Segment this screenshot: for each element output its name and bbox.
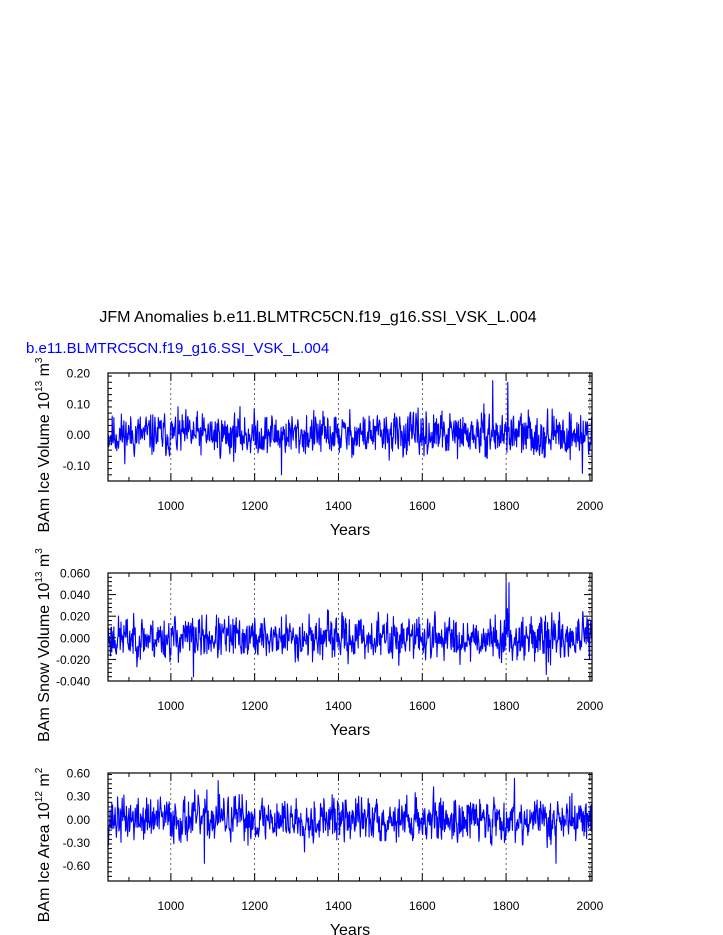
y-axis-label-superscript: 12 (34, 791, 45, 803)
y-tick-label: 0.00 (66, 812, 90, 827)
y-tick-label: -0.10 (62, 459, 90, 474)
x-tick-label: 1800 (492, 499, 520, 513)
y-tick-label: 0.20 (66, 366, 90, 381)
y-axis-label-part: m (36, 363, 53, 381)
x-tick-label: 1800 (492, 699, 520, 713)
x-tick-label: 1400 (325, 499, 352, 513)
x-tick-label: 1200 (241, 899, 269, 913)
y-axis-label-superscript: 2 (34, 767, 45, 774)
y-tick-label: -0.020 (55, 652, 90, 667)
y-tick-label: -0.30 (62, 835, 90, 850)
figure-title: JFM Anomalies b.e11.BLMTRC5CN.f19_g16.SSI_VSK_L.004 (99, 309, 537, 326)
y-tick-label: 0.00 (66, 428, 90, 443)
y-axis-label-superscript: 13 (34, 380, 45, 392)
x-tick-label: 1000 (157, 499, 185, 513)
series-line (108, 381, 592, 475)
y-tick-label: -0.60 (62, 859, 90, 874)
y-tick-label: 0.000 (59, 631, 90, 646)
y-axis-label-part: BAm Ice Volume 10 (36, 391, 53, 533)
x-tick-label: 1000 (157, 899, 185, 913)
x-tick-label: 2000 (576, 499, 604, 513)
x-axis-label: Years (329, 522, 371, 539)
x-tick-label: 1200 (241, 499, 269, 513)
y-tick-label: 0.30 (66, 789, 90, 804)
y-tick-label: 0.060 (59, 566, 90, 581)
x-tick-label: 2000 (576, 699, 604, 713)
x-tick-label: 1600 (408, 899, 436, 913)
y-tick-label: -0.040 (55, 674, 90, 689)
y-axis-label-part: m (36, 773, 53, 792)
y-axis-label-part: m (36, 553, 53, 572)
x-tick-label: 1600 (408, 699, 436, 713)
x-tick-label: 2000 (576, 899, 604, 913)
x-tick-label: 1200 (241, 699, 269, 713)
chart-panel-1 (34, 357, 604, 539)
y-tick-label: 0.60 (66, 766, 90, 781)
series-line (108, 582, 592, 677)
y-tick-label: 0.020 (59, 609, 90, 624)
chart-panel-3 (34, 767, 604, 935)
y-axis-label-superscript: 3 (34, 548, 45, 554)
y-axis-label-part: BAm Snow Volume 10 (36, 582, 53, 742)
x-tick-label: 1000 (157, 699, 185, 713)
x-axis-label: Years (329, 922, 371, 935)
x-axis-label: Years (329, 722, 371, 739)
x-tick-label: 1400 (325, 699, 352, 713)
series-line (108, 778, 592, 863)
y-axis-label (34, 357, 53, 532)
x-tick-label: 1800 (492, 899, 520, 913)
x-tick-label: 1600 (408, 499, 436, 513)
x-tick-label: 1400 (325, 899, 352, 913)
y-axis-label-superscript: 13 (34, 571, 45, 583)
chart-panel-2 (34, 548, 604, 742)
run-label: b.e11.BLMTRC5CN.f19_g16.SSI_VSK_L.004 (26, 340, 330, 357)
y-axis-label-part: BAm Ice Area 10 (36, 802, 53, 923)
y-axis-label-superscript: 3 (34, 357, 45, 364)
y-axis-label (34, 548, 53, 742)
y-axis-label (34, 767, 53, 922)
y-tick-label: 0.040 (59, 588, 90, 603)
y-tick-label: 0.10 (66, 397, 90, 412)
